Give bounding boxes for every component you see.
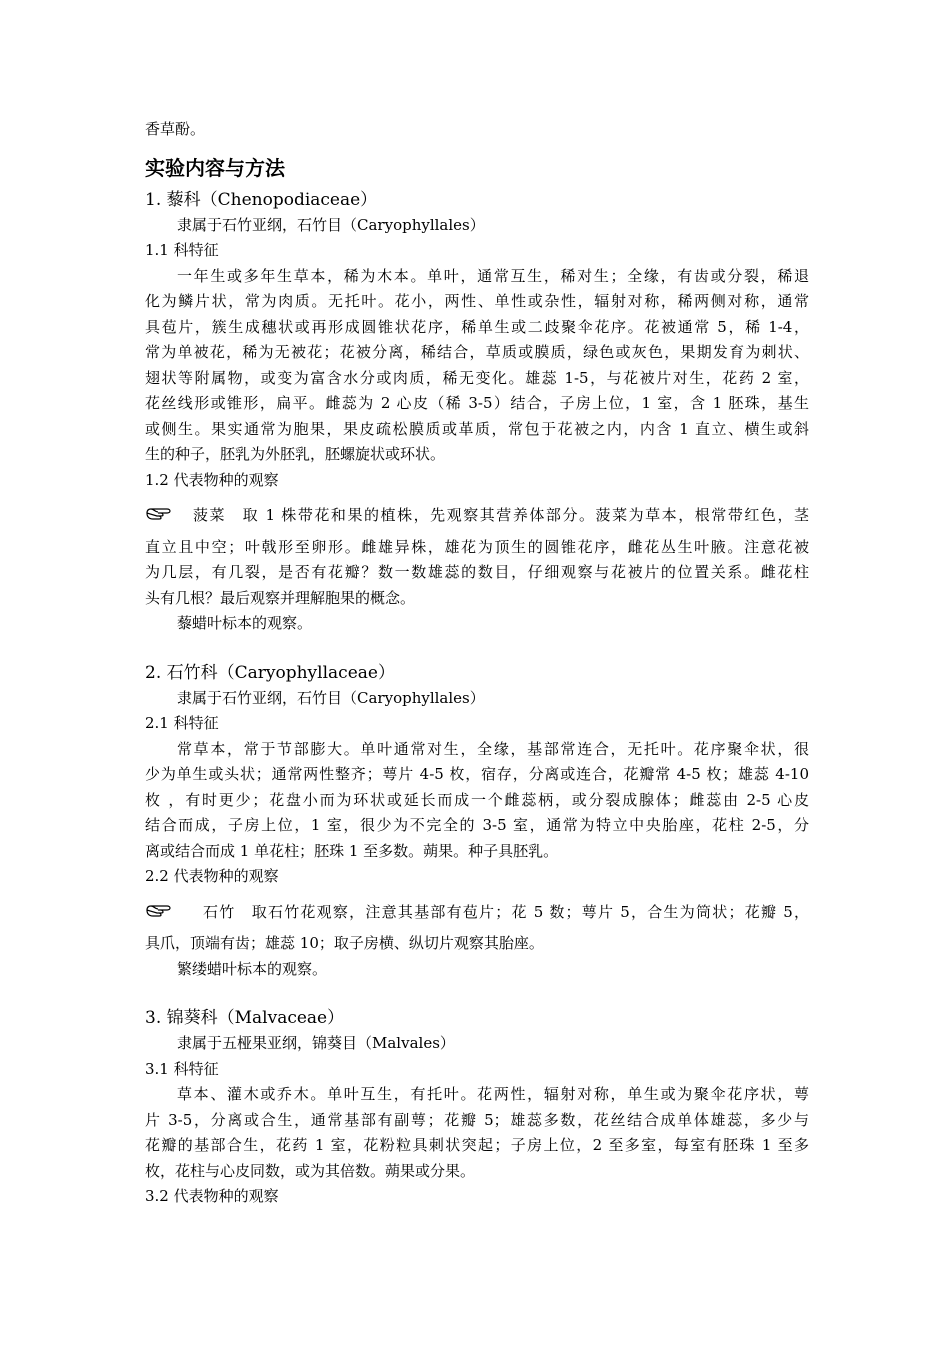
specimen-line: 藜蜡叶标本的观察。: [177, 614, 313, 632]
feature-title: 3.1 科特征: [145, 1059, 219, 1078]
belongs-line: 隶属于五桠果亚纲，锦葵目（Malvales）: [177, 1034, 455, 1052]
obs-line: 直立且中空；叶戟形至卵形。雌雄异株，雄花为顶生的圆锥花序，雌花丛生叶腋。注意花被: [145, 537, 809, 556]
feature-line: 草本、灌木或乔木。单叶互生，有托叶。花两性，辐射对称，单生或为聚伞花序状，萼: [177, 1085, 809, 1103]
feature-line: 花瓣的基部合生，花药 1 室，花粉粒具刺状突起；子房上位，2 至多室，每室有胚珠 1 至多: [145, 1136, 809, 1154]
obs-line: 具爪，顶端有齿；雄蕊 10；取子房横、纵切片观察其胎座。: [145, 934, 544, 952]
obs-first-line: 菠菜 取 1 株带花和果的植株，先观察其营养体部分。菠菜为草本，根常带红色，茎: [193, 506, 809, 524]
obs-line: 头有几根？最后观察并理解胞果的概念。: [145, 588, 416, 607]
pointing-hand-icon: [145, 901, 173, 919]
belongs-line: 隶属于石竹亚纲，石竹目（Caryophyllales）: [177, 215, 485, 234]
belongs-line: 隶属于石竹亚纲，石竹目（Caryophyllales）: [177, 688, 485, 707]
observation-block: [145, 503, 809, 611]
feature-line: 离或结合而成 1 单花柱；胚珠 1 至多数。蒴果。种子具胚乳。: [145, 841, 559, 860]
feature-title: 1.1 科特征: [145, 241, 219, 259]
section-2: [145, 660, 809, 983]
section-title: 1. 藜科（Chenopodiaceae）: [145, 189, 378, 210]
section-title: 3. 锦葵科（Malvaceae）: [145, 1008, 345, 1028]
feature-line: 常为单被花，稀为无被花；花被分离，稀结合，草质或膜质，绿色或灰色，果期发育为刺状、: [145, 343, 809, 361]
feature-line: 具苞片，簇生成穗状或再形成圆锥状花序，稀单生或二歧聚伞花序。花被通常 5，稀 1-4，: [145, 317, 809, 336]
specimen-line: 繁缕蜡叶标本的观察。: [177, 959, 328, 978]
document-page: [145, 117, 809, 1210]
obs-title: 1.2 代表物种的观察: [145, 470, 279, 489]
feature-line: 生的种子，胚乳为外胚乳，胚螺旋状或环状。: [145, 445, 446, 463]
obs-title: 3.2 代表物种的观察: [145, 1187, 279, 1205]
feature-line: 或侧生。果实通常为胞果，果皮疏松膜质或革质，常包于花被之内，内含 1 直立、横生或斜: [145, 419, 809, 438]
section-title: 2. 石竹科（Caryophyllaceae）: [145, 662, 395, 683]
feature-line: 片 3-5，分离或合生，通常基部有副萼；花瓣 5；雄蕊多数，花丝结合成单体雄蕊，多少与: [145, 1110, 809, 1129]
feature-line: 翅状等附属物，或变为富含水分或肉质，稀无变化。雄蕊 1-5，与花被片对生，花药 2 室，: [145, 368, 809, 387]
feature-line: 花丝线形或锥形，扁平。雌蕊为 2 心皮（稀 3-5）结合，子房上位，1 室，含 1 胚珠，基生: [145, 394, 809, 412]
feature-line: 一年生或多年生草本，稀为木本。单叶，通常互生，稀对生；全缘，有齿或分裂，稀退: [177, 266, 809, 285]
feature-line: 结合而成，子房上位，1 室，很少为不完全的 3-5 室，通常为特立中央胎座，花柱 2-5，分: [145, 816, 809, 834]
top-line: 香草酚。: [145, 120, 206, 138]
feature-line: 少为单生或头状；通常两性整齐；萼片 4-5 枚，宿存，分离或连合，花瓣常 4-5 枚；雄蕊 4-10: [145, 765, 809, 783]
main-heading: 实验内容与方法: [145, 155, 285, 180]
feature-line: 枚，花柱与心皮同数，或为其倍数。蒴果或分果。: [145, 1161, 476, 1180]
feature-line: 化为鳞片状，常为肉质。无托叶。花小，两性、单性或杂性，辐射对称，稀两侧对称，通常: [145, 292, 809, 310]
obs-title: 2.2 代表物种的观察: [145, 867, 279, 885]
section-1: [145, 187, 809, 637]
pointing-hand-icon: [145, 504, 173, 522]
obs-first-line: 石竹 取石竹花观察，注意其基部有苞片；花 5 数；萼片 5，合生为筒状；花瓣 5，: [203, 902, 809, 921]
section-3: [145, 1005, 809, 1210]
obs-line: 为几层，有几裂，是否有花瓣？数一数雄蕊的数目，仔细观察与花被片的位置关系。雌花柱: [145, 563, 809, 581]
feature-title: 2.1 科特征: [145, 714, 219, 732]
feature-line: 枚 ，有时更少；花盘小而为环状或延长而成一个雌蕊柄，或分裂成腺体；雌蕊由 2-5 心皮: [145, 790, 809, 809]
feature-line: 常草本，常于节部膨大。单叶通常对生，全缘，基部常连合，无托叶。花序聚伞状，很: [177, 739, 809, 758]
observation-block: [145, 900, 809, 957]
